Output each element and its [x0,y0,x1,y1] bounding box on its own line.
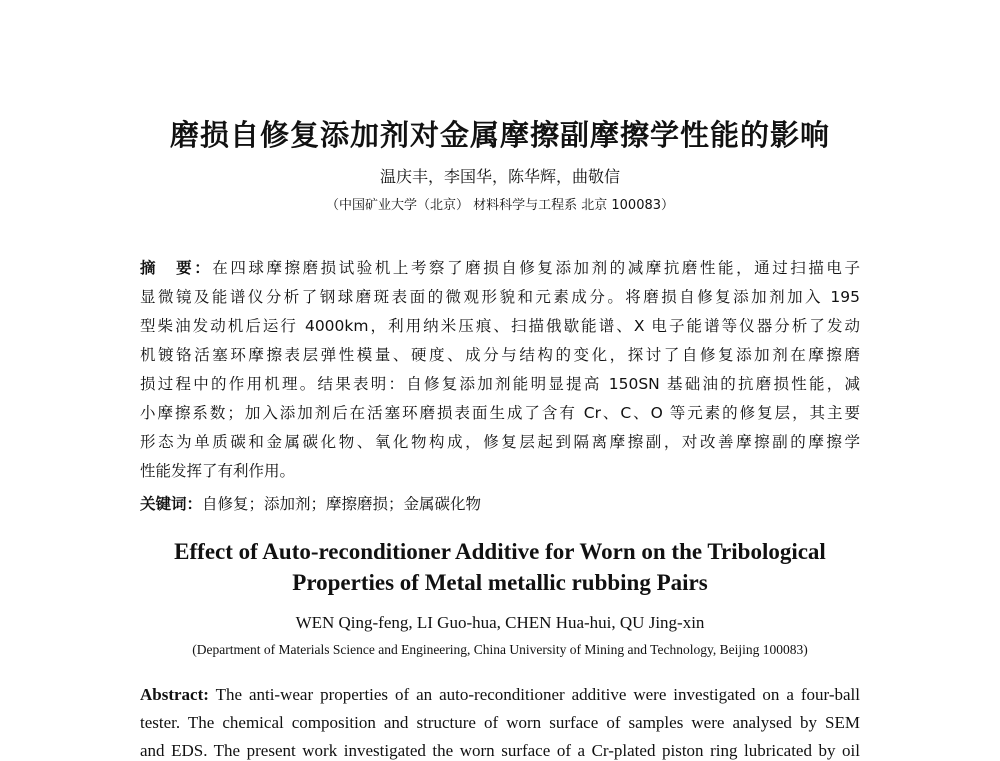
abstract-line: 显微镜及能谱仪分析了钢球磨斑表面的微观形貌和元素成分。将磨损自修复添加剂加入 195 [140,288,860,306]
abstract-line: 机镀铬活塞环摩擦表层弹性模量、硬度、成分与结构的变化，探讨了自修复添加剂在摩擦磨 [140,346,860,364]
abstract-line: 损过程中的作用机理。结果表明：自修复添加剂能明显提高 150SN 基础油的抗磨损性能，减 [140,375,860,393]
english-title [0,536,1000,598]
english-affiliation: (Department of Materials Science and Engineering, China University of Mining and Technology, Beijing 100083) [192,642,808,657]
english-title-line: Properties of Metal metallic rubbing Pairs [292,570,708,595]
chinese-keywords [140,492,860,514]
abstract-text: 在四球摩擦磨损试验机上考察了磨损自修复添加剂的减摩抗磨性能，通过扫描电子 [212,259,860,277]
abstract-label: 摘 要： [140,259,213,277]
abstract-text: The anti-wear properties of an auto-reconditioner additive were investigated on a four-ball [208,685,860,704]
chinese-title: 磨损自修复添加剂对金属摩擦副摩擦学性能的影响 [169,118,830,152]
english-authors: WEN Qing-feng, LI Guo-hua, CHEN Hua-hui, QU Jing-xin [295,613,705,632]
chinese-affiliation: （中国矿业大学（北京） 材料科学与工程系 北京 100083） [325,198,675,213]
abstract-label: Abstract: [140,685,209,704]
abstract-line: 形态为单质碳和金属碳化物、氧化物构成，修复层起到隔离摩擦副，对改善摩擦副的摩擦学 [140,433,860,451]
abstract-line: tester. The chemical composition and structure of worn surface of samples were analysed by SEM [140,713,860,732]
abstract-line [140,256,860,278]
abstract-line: 小摩擦系数；加入添加剂后在活塞环磨损表面生成了含有 Cr、C、O 等元素的修复层，其主要 [140,404,860,422]
english-title-line: Effect of Auto-reconditioner Additive for Worn on the Tribological [174,539,826,564]
abstract-line [140,685,860,705]
keywords-label: 关键词： [140,495,203,513]
abstract-line: 性能发挥了有利作用。 [140,462,296,480]
chinese-authors: 温庆丰，李国华，陈华辉，曲敬信 [379,167,620,186]
keywords-text: 自修复；添加剂；摩擦磨损；金属碳化物 [202,495,482,513]
abstract-line: and EDS. The present work investigated the worn surface of a Cr-plated piston ring lubricated by oil [140,741,860,760]
abstract-line: 型柴油发动机后运行 4000km，利用纳米压痕、扫描俄歇能谱、X 电子能谱等仪器分析了发动 [140,317,860,335]
